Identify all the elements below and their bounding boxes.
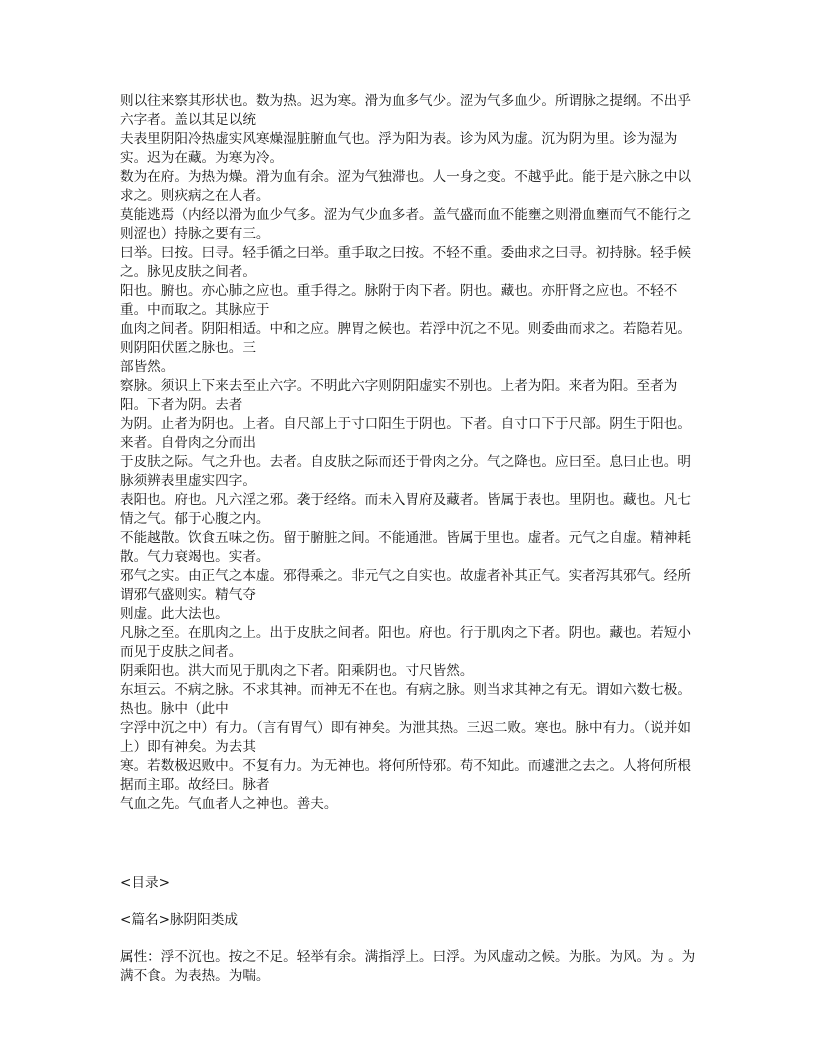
paragraph: 阴乘阳也。洪大而见于肌肉之下者。阳乘阴也。寸尺皆然。: [120, 663, 474, 679]
paragraph: 为阴。止者为阴也。上者。自尺部上于寸口阳生于阴也。下者。自寸口下于尺部。阴生于阳也。来者。自骨肉之分而出: [120, 416, 691, 451]
body-text: [120, 92, 700, 814]
paragraph: 血肉之间者。阴阳相适。中和之应。脾胃之候也。若浮中沉之不见。则委曲而求之。若隐若见。则阴阳伏匿之脉也。三: [120, 321, 691, 356]
paragraph: 凡脉之至。在肌肉之上。出于皮肤之间者。阳也。府也。行于肌肉之下者。阴也。藏也。若短小而见于皮肤之间者。: [120, 625, 691, 660]
section-gap: [120, 814, 700, 874]
paragraph: 邪气之实。由正气之本虚。邪得乘之。非元气之自实也。故虚者补其正气。实者泻其邪气。经所谓邪气盛则实。精气夺: [120, 568, 691, 603]
paragraph: 气血之先。气血者人之神也。善夫。: [120, 796, 338, 812]
toc-label: <目录>: [120, 875, 170, 891]
paragraph: 曰举。曰按。曰寻。轻手循之曰举。重手取之曰按。不轻不重。委曲求之曰寻。初持脉。轻手候之。脉见皮肤之间者。: [120, 245, 691, 280]
paragraph: 表阳也。府也。凡六淫之邪。袭于经络。而未入胃府及藏者。皆属于表也。里阴也。藏也。凡七情之气。郁于心腹之内。: [120, 492, 691, 527]
paragraph: 则以往来察其形状也。数为热。迟为寒。滑为血多气少。涩为气多血少。所谓脉之提纲。不出乎六字者。盖以其足以统: [120, 93, 691, 128]
attribute-paragraph: 属性：浮不沉也。按之不足。轻举有余。满指浮上。曰浮。为风虚动之候。为胀。为风。为 。为满不食。为表热。为喘。: [120, 949, 696, 984]
paragraph: 察脉。须识上下来去至止六字。不明此六字则阴阳虚实不别也。上者为阳。来者为阳。至者为阳。下者为阴。去者: [120, 378, 678, 413]
paragraph: 阳也。腑也。亦心肺之应也。重手得之。脉附于肉下者。阴也。藏也。亦肝肾之应也。不轻不重。中而取之。其脉应于: [120, 283, 678, 318]
document-page: [120, 92, 700, 986]
paragraph: 数为在府。为热为燥。滑为血有余。涩为气独滞也。人一身之变。不越乎此。能于是六脉之中以求之。则疢病之在人者。: [120, 169, 691, 204]
paragraph: 东垣云。不病之脉。不求其神。而神无不在也。有病之脉。则当求其神之有无。谓如六数七极。热也。脉中（此中: [120, 682, 691, 717]
paragraph: 莫能逃焉（内经以滑为血少气多。涩为气少血多者。盖气盛而血不能壅之则滑血壅而气不能行之则涩也）持脉之要有三。: [120, 207, 691, 242]
paragraph: 字浮中沉之中）有力。（言有胃气）即有神矣。为泄其热。三迟二败。寒也。脉中有力。（说并如上）即有神矣。为去其: [120, 720, 691, 755]
paragraph: 则虚。此大法也。: [120, 606, 229, 622]
paragraph: 于皮肤之际。气之升也。去者。自皮肤之际而还于骨肉之分。气之降也。应曰至。息曰止也。明脉须辨表里虚实四字。: [120, 454, 691, 489]
paragraph: 部皆然。: [120, 359, 175, 375]
paragraph: 夫表里阴阳冷热虚实风寒燥湿脏腑血气也。浮为阳为表。诊为风为虚。沉为阴为里。诊为湿为实。迟为在藏。为寒为冷。: [120, 131, 678, 166]
chapter-title: <篇名>脉阴阳类成: [120, 912, 238, 928]
paragraph: 寒。若数极迟败中。不复有力。为无神也。将何所恃邪。苟不知此。而遽泄之去之。人将何所根据而主耶。故经曰。脉者: [120, 758, 691, 793]
paragraph: 不能越散。饮食五味之伤。留于腑脏之间。不能通泄。皆属于里也。虚者。元气之自虚。精神耗散。气力衰竭也。实者。: [120, 530, 691, 565]
